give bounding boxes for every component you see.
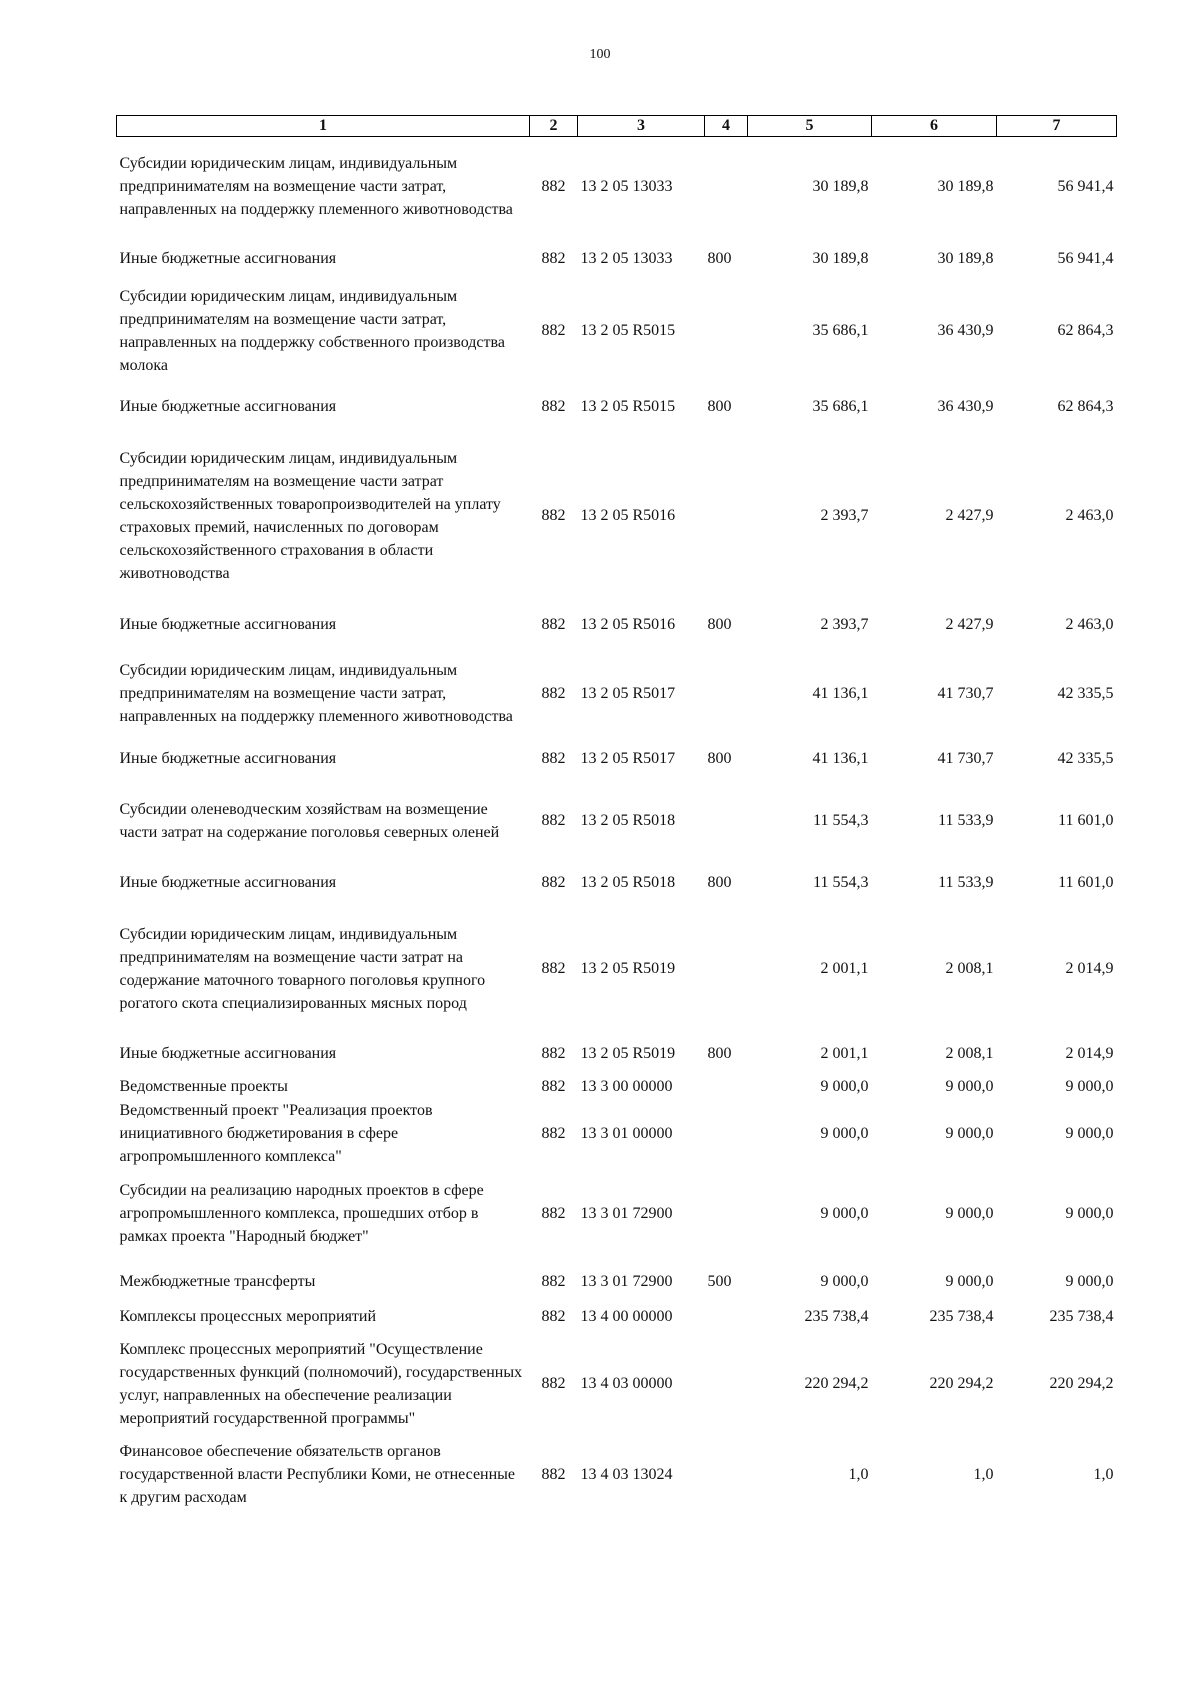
- amount-year-2: 9 000,0: [945, 1273, 994, 1290]
- ministry-code: 882: [541, 685, 566, 702]
- expense-type-code: 800: [707, 250, 732, 267]
- table-row: [117, 905, 1117, 1033]
- ministry-code: 882: [541, 398, 566, 415]
- amount-year-3: 2 463,0: [1065, 616, 1114, 633]
- ministry-code: 882: [541, 1078, 566, 1095]
- ministry-code: 882: [541, 812, 566, 829]
- amount-year-1: 2 001,1: [820, 1045, 869, 1062]
- target-article-code: 13 2 05 R5017: [580, 750, 676, 767]
- table-row: [117, 1439, 1117, 1511]
- ministry-code: 882: [541, 1045, 566, 1062]
- amount-year-1: 9 000,0: [820, 1205, 869, 1222]
- item-name: Комплекс процессных мероприятий "Осуществление государственных функций (полномочий), государственных услуг, направленных на обеспечение реализации мероприятий государственной программы": [119, 1340, 523, 1427]
- amount-year-2: 235 738,4: [929, 1308, 994, 1325]
- table-row: [117, 599, 1117, 651]
- expense-type-code: [705, 137, 748, 237]
- item-name: Иные бюджетные ассигнования: [119, 874, 337, 891]
- header-cell: 1: [117, 116, 530, 137]
- table-row: [117, 1099, 1117, 1169]
- amount-year-2: 11 533,9: [938, 874, 994, 891]
- amount-year-3: 9 000,0: [1065, 1078, 1114, 1095]
- item-name: Ведомственные проекты: [119, 1078, 288, 1095]
- target-article-code: 13 3 00 00000: [580, 1078, 673, 1095]
- ministry-code: 882: [541, 1375, 566, 1392]
- item-name: Межбюджетные трансферты: [119, 1273, 316, 1290]
- target-article-code: 13 3 01 72900: [580, 1273, 673, 1290]
- target-article-code: 13 2 05 R5018: [580, 874, 676, 891]
- header-cell: 5: [748, 116, 872, 137]
- amount-year-2: 9 000,0: [945, 1125, 994, 1142]
- amount-year-1: 2 393,7: [820, 507, 869, 524]
- target-article-code: 13 2 05 R5015: [580, 398, 676, 415]
- amount-year-1: 9 000,0: [820, 1078, 869, 1095]
- ministry-code: 882: [541, 750, 566, 767]
- ministry-code: 882: [541, 1466, 566, 1483]
- amount-year-1: 30 189,8: [812, 178, 869, 196]
- item-name: Иные бюджетные ассигнования: [119, 1045, 337, 1062]
- expense-type-code: [705, 433, 748, 599]
- amount-year-3: 9 000,0: [1065, 1273, 1114, 1290]
- amount-year-1: 35 686,1: [812, 322, 869, 339]
- item-name: Финансовое обеспечение обязательств органов государственной власти Республики Коми, не отнесенные к другим расходам: [119, 1443, 516, 1506]
- amount-year-3: 9 000,0: [1065, 1205, 1114, 1222]
- amount-year-3: 2 014,9: [1065, 1045, 1114, 1062]
- expense-type-code: 800: [707, 398, 732, 415]
- amount-year-3: 220 294,2: [1049, 1375, 1114, 1392]
- ministry-code: 882: [541, 616, 566, 633]
- amount-year-1: 11 554,3: [813, 874, 869, 891]
- expense-type-code: [705, 1305, 748, 1329]
- amount-year-1: 9 000,0: [820, 1273, 869, 1290]
- expense-type-code: [705, 1169, 748, 1259]
- amount-year-1: 41 136,1: [812, 685, 869, 702]
- table-row: [117, 281, 1117, 381]
- amount-year-2: 41 730,7: [937, 685, 994, 702]
- table-row: [117, 1075, 1117, 1099]
- ministry-code: 882: [541, 250, 566, 267]
- ministry-code: 882: [541, 1125, 566, 1142]
- amount-year-1: 11 554,3: [813, 812, 869, 829]
- amount-year-1: 220 294,2: [804, 1375, 869, 1392]
- header-cell: 7: [997, 116, 1117, 137]
- target-article-code: 13 2 05 R5019: [580, 1045, 676, 1062]
- amount-year-2: 2 427,9: [945, 507, 994, 524]
- amount-year-3: 9 000,0: [1065, 1125, 1114, 1142]
- header-cell: 4: [705, 116, 748, 137]
- amount-year-3: 2 463,0: [1065, 507, 1114, 524]
- header-cell: 2: [530, 116, 578, 137]
- target-article-code: 13 2 05 R5015: [580, 322, 676, 339]
- amount-year-2: 11 533,9: [938, 812, 994, 829]
- expense-type-code: 800: [707, 616, 732, 633]
- table-row: [117, 433, 1117, 599]
- expense-type-code: 800: [707, 874, 732, 891]
- item-name: Иные бюджетные ассигнования: [119, 398, 337, 415]
- ministry-code: 882: [541, 178, 566, 196]
- expense-type-code: [705, 905, 748, 1033]
- amount-year-3: 62 864,3: [1057, 322, 1114, 339]
- amount-year-2: 2 008,1: [945, 960, 994, 977]
- target-article-code: 13 4 03 13024: [580, 1466, 673, 1483]
- item-name: Комплексы процессных мероприятий: [119, 1308, 377, 1325]
- ministry-code: 882: [541, 960, 566, 977]
- target-article-code: 13 3 01 00000: [580, 1125, 673, 1142]
- amount-year-3: 56 941,4: [1057, 178, 1114, 196]
- ministry-code: 882: [541, 1205, 566, 1222]
- amount-year-3: 42 335,5: [1057, 685, 1114, 702]
- target-article-code: 13 4 03 00000: [580, 1375, 673, 1392]
- target-article-code: 13 2 05 R5019: [580, 960, 676, 977]
- expense-type-code: [705, 651, 748, 737]
- item-name: Субсидии оленеводческим хозяйствам на возмещение части затрат на содержание поголовья северных оленей: [119, 800, 500, 841]
- item-name: Субсидии юридическим лицам, индивидуальным предпринимателям на возмещение части затрат на содержание маточного товарного поголовья крупного рогатого скота специализированных мясных пород: [119, 925, 486, 1012]
- item-name: Субсидии юридическим лицам, индивидуальным предпринимателям на возмещение части затрат, направленных на поддержку племенного животноводства: [119, 662, 513, 725]
- expense-type-code: [705, 1099, 748, 1169]
- amount-year-3: 235 738,4: [1049, 1308, 1114, 1325]
- amount-year-2: 9 000,0: [945, 1078, 994, 1095]
- expense-type-code: [705, 281, 748, 381]
- header-row: [117, 116, 1117, 137]
- table-row: [117, 1259, 1117, 1305]
- item-name: Иные бюджетные ассигнования: [119, 250, 337, 267]
- ministry-code: 882: [541, 322, 566, 339]
- header-cell: 3: [578, 116, 705, 137]
- expense-type-code: 800: [707, 1045, 732, 1062]
- amount-year-2: 36 430,9: [937, 322, 994, 339]
- target-article-code: 13 4 00 00000: [580, 1308, 673, 1325]
- expense-type-code: [705, 781, 748, 861]
- target-article-code: 13 2 05 R5018: [580, 812, 676, 829]
- amount-year-3: 56 941,4: [1057, 250, 1114, 267]
- amount-year-2: 36 430,9: [937, 398, 994, 415]
- target-article-code: 13 2 05 13033: [580, 178, 673, 196]
- amount-year-1: 2 001,1: [820, 960, 869, 977]
- budget-table: [116, 115, 1117, 1511]
- table-row: [117, 237, 1117, 281]
- target-article-code: 13 2 05 R5017: [580, 685, 676, 702]
- table-row: [117, 651, 1117, 737]
- amount-year-1: 35 686,1: [812, 398, 869, 415]
- amount-year-2: 220 294,2: [929, 1375, 994, 1392]
- ministry-code: 882: [541, 1308, 566, 1325]
- table-row: [117, 781, 1117, 861]
- amount-year-2: 30 189,8: [937, 250, 994, 267]
- table-row: [117, 1329, 1117, 1439]
- expense-type-code: [705, 1439, 748, 1511]
- target-article-code: 13 3 01 72900: [580, 1205, 673, 1222]
- amount-year-3: 2 014,9: [1065, 960, 1114, 977]
- item-name: Субсидии юридическим лицам, индивидуальным предпринимателям на возмещение части затрат, направленных на поддержку племенного животноводства: [119, 155, 513, 219]
- expense-type-code: [705, 1075, 748, 1099]
- amount-year-3: 11 601,0: [1058, 812, 1114, 829]
- amount-year-2: 9 000,0: [945, 1205, 994, 1222]
- amount-year-2: 2 008,1: [945, 1045, 994, 1062]
- expense-type-code: [705, 1329, 748, 1439]
- item-name: Иные бюджетные ассигнования: [119, 616, 337, 633]
- item-name: Иные бюджетные ассигнования: [119, 750, 337, 767]
- page-number: 100: [589, 47, 611, 62]
- table-row: [117, 1305, 1117, 1329]
- item-name: Ведомственный проект "Реализация проектов инициативного бюджетирования в сфере агропромышленного комплекса": [119, 1102, 433, 1165]
- amount-year-3: 62 864,3: [1057, 398, 1114, 415]
- amount-year-2: 1,0: [973, 1466, 994, 1483]
- expense-type-code: 500: [707, 1273, 732, 1290]
- table-row: [117, 861, 1117, 905]
- header-cell: 6: [872, 116, 997, 137]
- amount-year-1: 2 393,7: [820, 616, 869, 633]
- amount-year-1: 30 189,8: [812, 250, 869, 267]
- table-row: [117, 1033, 1117, 1075]
- ministry-code: 882: [541, 874, 566, 891]
- amount-year-1: 1,0: [848, 1466, 869, 1483]
- table-row: [117, 137, 1117, 237]
- target-article-code: 13 2 05 R5016: [580, 507, 676, 524]
- ministry-code: 882: [541, 507, 566, 524]
- ministry-code: 882: [541, 1273, 566, 1290]
- amount-year-2: 2 427,9: [945, 616, 994, 633]
- amount-year-3: 42 335,5: [1057, 750, 1114, 767]
- amount-year-3: 1,0: [1093, 1466, 1114, 1483]
- amount-year-1: 9 000,0: [820, 1125, 869, 1142]
- amount-year-1: 41 136,1: [812, 750, 869, 767]
- item-name: Субсидии юридическим лицам, индивидуальным предпринимателям на возмещение части затрат, направленных на поддержку собственного производства молока: [119, 287, 505, 374]
- target-article-code: 13 2 05 R5016: [580, 616, 676, 633]
- expense-type-code: 800: [707, 750, 732, 767]
- target-article-code: 13 2 05 13033: [580, 250, 673, 267]
- table-row: [117, 737, 1117, 781]
- item-name: Субсидии юридическим лицам, индивидуальным предпринимателям на возмещение части затрат сельскохозяйственных товаропроизводителей на уплату страховых премий, начисленных по договорам сельскохозяйственного страхования в области животноводства: [119, 449, 501, 582]
- amount-year-2: 30 189,8: [937, 178, 994, 196]
- amount-year-2: 41 730,7: [937, 750, 994, 767]
- amount-year-3: 11 601,0: [1058, 874, 1114, 891]
- item-name: Субсидии на реализацию народных проектов в сфере агропромышленного комплекса, прошедших отбор в рамках проекта "Народный бюджет": [119, 1182, 484, 1245]
- amount-year-1: 235 738,4: [804, 1308, 869, 1325]
- table-row: [117, 381, 1117, 433]
- table-row: [117, 1169, 1117, 1259]
